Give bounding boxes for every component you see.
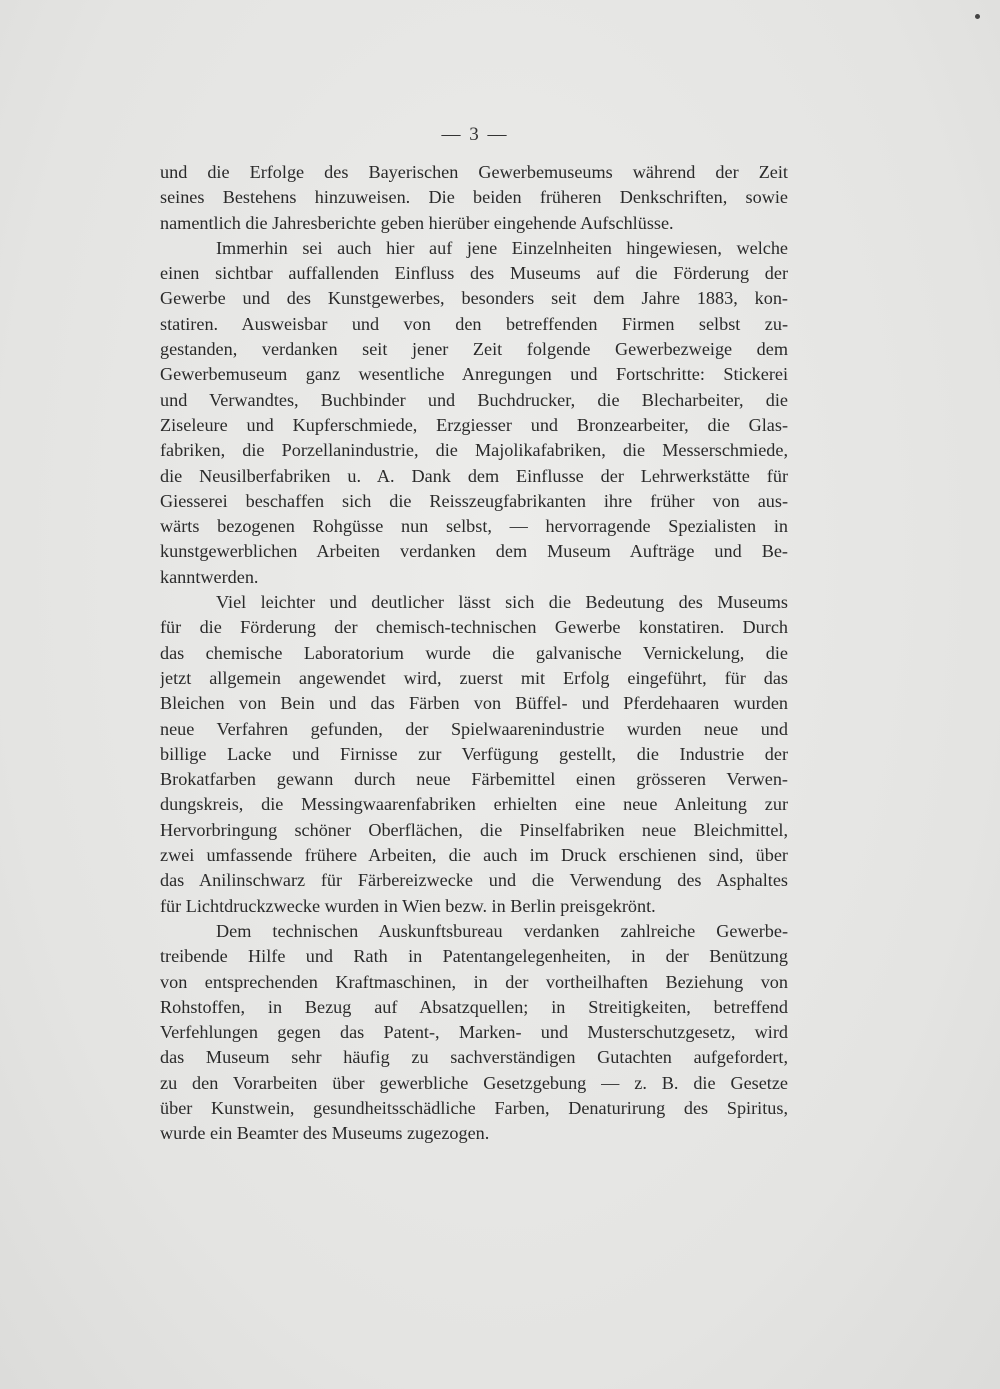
paragraph: [160, 919, 788, 1147]
text-line: Hervorbringung schöner Oberflächen, die Pinselfabriken neue Bleichmittel,: [160, 819, 788, 840]
text-line: zu den Vorarbeiten über gewerbliche Gesetzgebung — z. B. die Gesetze: [160, 1072, 788, 1093]
text-line: für Lichtdruckzwecke wurden in Wien bezw. in Berlin preisgekrönt.: [160, 895, 656, 916]
text-line: für die Förderung der chemisch-technischen Gewerbe konstatiren. Durch: [160, 617, 788, 638]
text-line: wurde ein Beamter des Museums zugezogen.: [160, 1123, 490, 1144]
text-line: neue Verfahren gefunden, der Spielwaarenindustrie wurden neue und: [160, 718, 788, 739]
page-number: — 3 —: [441, 124, 509, 145]
paragraph: [160, 590, 788, 919]
text-line: kunstgewerblichen Arbeiten verdanken dem Museum Aufträge und Be-: [160, 541, 788, 562]
text-line: einen sichtbar auffallenden Einfluss des Museums auf die Förderung der: [160, 263, 788, 284]
text-line: und die Erfolge des Bayerischen Gewerbemuseums während der Zeit: [160, 162, 788, 182]
ink-speck: [975, 14, 980, 19]
text-line: Ziseleure und Kupferschmiede, Erzgiesser und Bronzearbeiter, die Glas-: [160, 414, 788, 435]
text-line: die Neusilberfabriken u. A. Dank dem Einflusse der Lehrwerkstätte für: [160, 465, 788, 486]
text-line: Giesserei beschaffen sich die Reisszeugfabrikanten ihre früher von aus-: [160, 490, 788, 511]
text-line: von entsprechenden Kraftmaschinen, in der vortheilhaften Beziehung von: [160, 971, 788, 992]
text-line: das Museum sehr häufig zu sachverständigen Gutachten aufgefordert,: [160, 1047, 788, 1068]
text-line: treibende Hilfe und Rath in Patentangelegenheiten, in der Benützung: [160, 946, 788, 967]
text-line: fabriken, die Porzellanindustrie, die Majolikafabriken, die Messerschmiede,: [160, 440, 788, 461]
text-line: zwei umfassende frühere Arbeiten, die auch im Druck erschienen sind, über: [160, 845, 788, 866]
text-line: seines Bestehens hinzuweisen. Die beiden früheren Denkschriften, sowie: [160, 187, 788, 208]
text-line: statiren. Ausweisbar und von den betreffenden Firmen selbst zu-: [160, 313, 788, 334]
text-line: Brokatfarben gewann durch neue Färbemittel einen grösseren Verwen-: [160, 769, 788, 790]
text-line: und Verwandtes, Buchbinder und Buchdrucker, die Blecharbeiter, die: [160, 389, 788, 410]
text-line: Verfehlungen gegen das Patent-, Marken- und Musterschutzgesetz, wird: [160, 1022, 788, 1043]
text-line: das chemische Laboratorium wurde die galvanische Vernickelung, die: [160, 642, 788, 663]
text-line: Dem technischen Auskunftsbureau verdanken zahlreiche Gewerbe-: [216, 920, 788, 941]
text-line: Gewerbemuseum ganz wesentliche Anregungen und Fortschritte: Stickerei: [160, 364, 788, 385]
paragraph: [160, 236, 788, 590]
body-text: [160, 160, 788, 1147]
text-line: Gewerbe und des Kunstgewerbes, besonders seit dem Jahre 1883, kon-: [160, 288, 788, 309]
text-line: jetzt allgemein angewendet wird, zuerst mit Erfolg eingeführt, für das: [160, 667, 788, 688]
text-line: Bleichen von Bein und das Färben von Büffel- und Pferdehaaren wurden: [160, 693, 788, 714]
text-line: Viel leichter und deutlicher lässt sich die Bedeutung des Museums: [216, 592, 788, 613]
text-line: dungskreis, die Messingwaarenfabriken erhielten eine neue Anleitung zur: [160, 794, 788, 815]
text-line: das Anilinschwarz für Färbereizwecke und die Verwendung des Asphaltes: [160, 870, 788, 891]
text-line: über Kunstwein, gesundheitsschädliche Farben, Denaturirung des Spiritus,: [160, 1097, 788, 1118]
text-line: Immerhin sei auch hier auf jene Einzelnheiten hingewiesen, welche: [216, 237, 788, 258]
text-line: namentlich die Jahresberichte geben hierüber eingehende Aufschlüsse.: [160, 212, 674, 233]
paragraph: [160, 160, 788, 236]
text-line: gestanden, verdanken seit jener Zeit folgende Gewerbezweige dem: [160, 339, 788, 360]
text-line: billige Lacke und Firnisse zur Verfügung gestellt, die Industrie der: [160, 743, 788, 764]
text-line: kanntwerden.: [160, 566, 259, 587]
text-line: Rohstoffen, in Bezug auf Absatzquellen; in Streitigkeiten, betreffend: [160, 996, 788, 1017]
text-line: wärts bezogenen Rohgüsse nun selbst, — hervorragende Spezialisten in: [160, 516, 788, 537]
